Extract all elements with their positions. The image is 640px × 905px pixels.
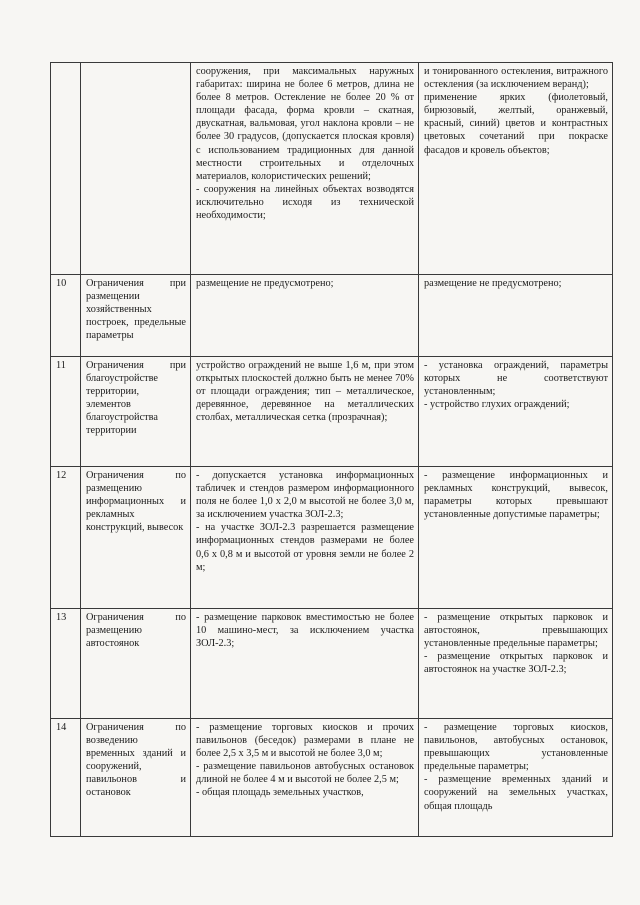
restriction-name: Ограничения по размещению автостоянок: [81, 609, 191, 719]
paragraph: устройство ограждений не выше 1,6 м, при этом открытых плоскостей должно быть не менее 70% от площади ограждения; тип – металлическое, деревянное, деревянное на металлических столбах, металлическая сетка (прозрачная);: [196, 360, 414, 424]
forbidden-cell: [419, 467, 613, 609]
allowed-cell: [191, 609, 419, 719]
paragraph: - общая площадь земельных участков,: [196, 787, 364, 799]
regulations-table: [50, 62, 613, 837]
paragraph: размещение не предусмотрено;: [424, 278, 562, 289]
paragraph: - размещение парковок вместимостью не более 10 машино-мест, за исключением участка ЗОЛ-2.3;: [196, 612, 414, 650]
allowed-cell: [191, 357, 419, 467]
row-number: 12: [51, 467, 81, 609]
table-row: [51, 357, 613, 467]
paragraph: сооружения, при максимальных наружных габаритах: ширина не более 6 метров, длина не более 8 метров. Остекление не более 20 % от площади фасада, форма кровли – скатная, двускатная, вальмовая, угол наклона кровли – не более 30 градусов, (допускается плоская кровля) с использованием традиционных для данной местности строительных и отделочных материалов, колористических решений;: [196, 66, 414, 182]
paragraph: - сооружения на линейных объектах возводятся исключительно исходя из технической необходимости;: [196, 183, 414, 222]
row-number: 14: [51, 719, 81, 837]
paragraph: - размещение открытых парковок и автостоянок на участке ЗОЛ-2.3;: [424, 651, 608, 676]
paragraph: - на участке ЗОЛ-2.3 разрешается размещение информационных стендов размерами не более 0,6 х 0,8 м и высотой от уровня земли не более 2 м;: [196, 522, 414, 573]
allowed-cell: [191, 63, 419, 275]
paragraph: - размещение торговых киосков и прочих павильонов (беседок) размерами в плане не более 2,5 х 3,5 м и высотой не более 3,0 м;: [196, 722, 414, 760]
row-number: [51, 63, 81, 275]
forbidden-cell: [419, 609, 613, 719]
table-row: [51, 467, 613, 609]
paragraph: применение ярких (фиолетовый, бирюзовый, желтый, оранжевый, красный, синий) цветов и контрастных цветовых сочетаний при покраске фасадов и кровель объектов;: [424, 92, 608, 156]
table-row: [51, 275, 613, 357]
paragraph: - размещение павильонов автобусных остановок длиной не более 4 м и высотой не более 2,5 м;: [196, 761, 414, 786]
table-row: [51, 719, 613, 837]
allowed-cell: [191, 467, 419, 609]
forbidden-cell: [419, 275, 613, 357]
paragraph: - размещение торговых киосков, павильонов, автобусных остановок, превышающих установленные предельные параметры;: [424, 722, 608, 773]
restriction-name: Ограничения по размещению информационных и рекламных конструкций, вывесок: [81, 467, 191, 609]
row-number: 13: [51, 609, 81, 719]
forbidden-cell: [419, 357, 613, 467]
row-number: 10: [51, 275, 81, 357]
forbidden-cell: [419, 63, 613, 275]
paragraph: - устройство глухих ограждений;: [424, 399, 570, 411]
paragraph: и тонированного остекления, витражного остекления (за исключением веранд);: [424, 66, 608, 91]
allowed-cell: [191, 719, 419, 837]
paragraph: - установка ограждений, параметры которых не соответствуют установленным;: [424, 360, 608, 398]
restriction-name: Ограничения по возведению временных зданий и сооружений, павильонов и остановок: [81, 719, 191, 837]
paragraph: - размещение открытых парковок и автостоянок, превышающих установленные предельные параметры;: [424, 612, 608, 650]
row-number: 11: [51, 357, 81, 467]
paragraph: - допускается установка информационных табличек и стендов размером информационного поля не более 1,0 х 2,0 м высотой не более 3,0 м, за исключением участка ЗОЛ-2.3;: [196, 470, 414, 521]
paragraph: - размещение временных зданий и сооружений на земельных участках, общая площадь: [424, 774, 608, 812]
table-row: [51, 63, 613, 275]
paragraph: - размещение информационных и рекламных конструкций, вывесок, параметры которых превышают установленные допустимые параметры;: [424, 470, 608, 521]
restriction-name: Ограничения при благоустройстве территории, элементов благоустройства территории: [81, 357, 191, 467]
forbidden-cell: [419, 719, 613, 837]
allowed-cell: [191, 275, 419, 357]
restriction-name: [81, 63, 191, 275]
restriction-name: Ограничения при размещении хозяйственных построек, предельные параметры: [81, 275, 191, 357]
table-row: [51, 609, 613, 719]
paragraph: размещение не предусмотрено;: [196, 278, 334, 289]
